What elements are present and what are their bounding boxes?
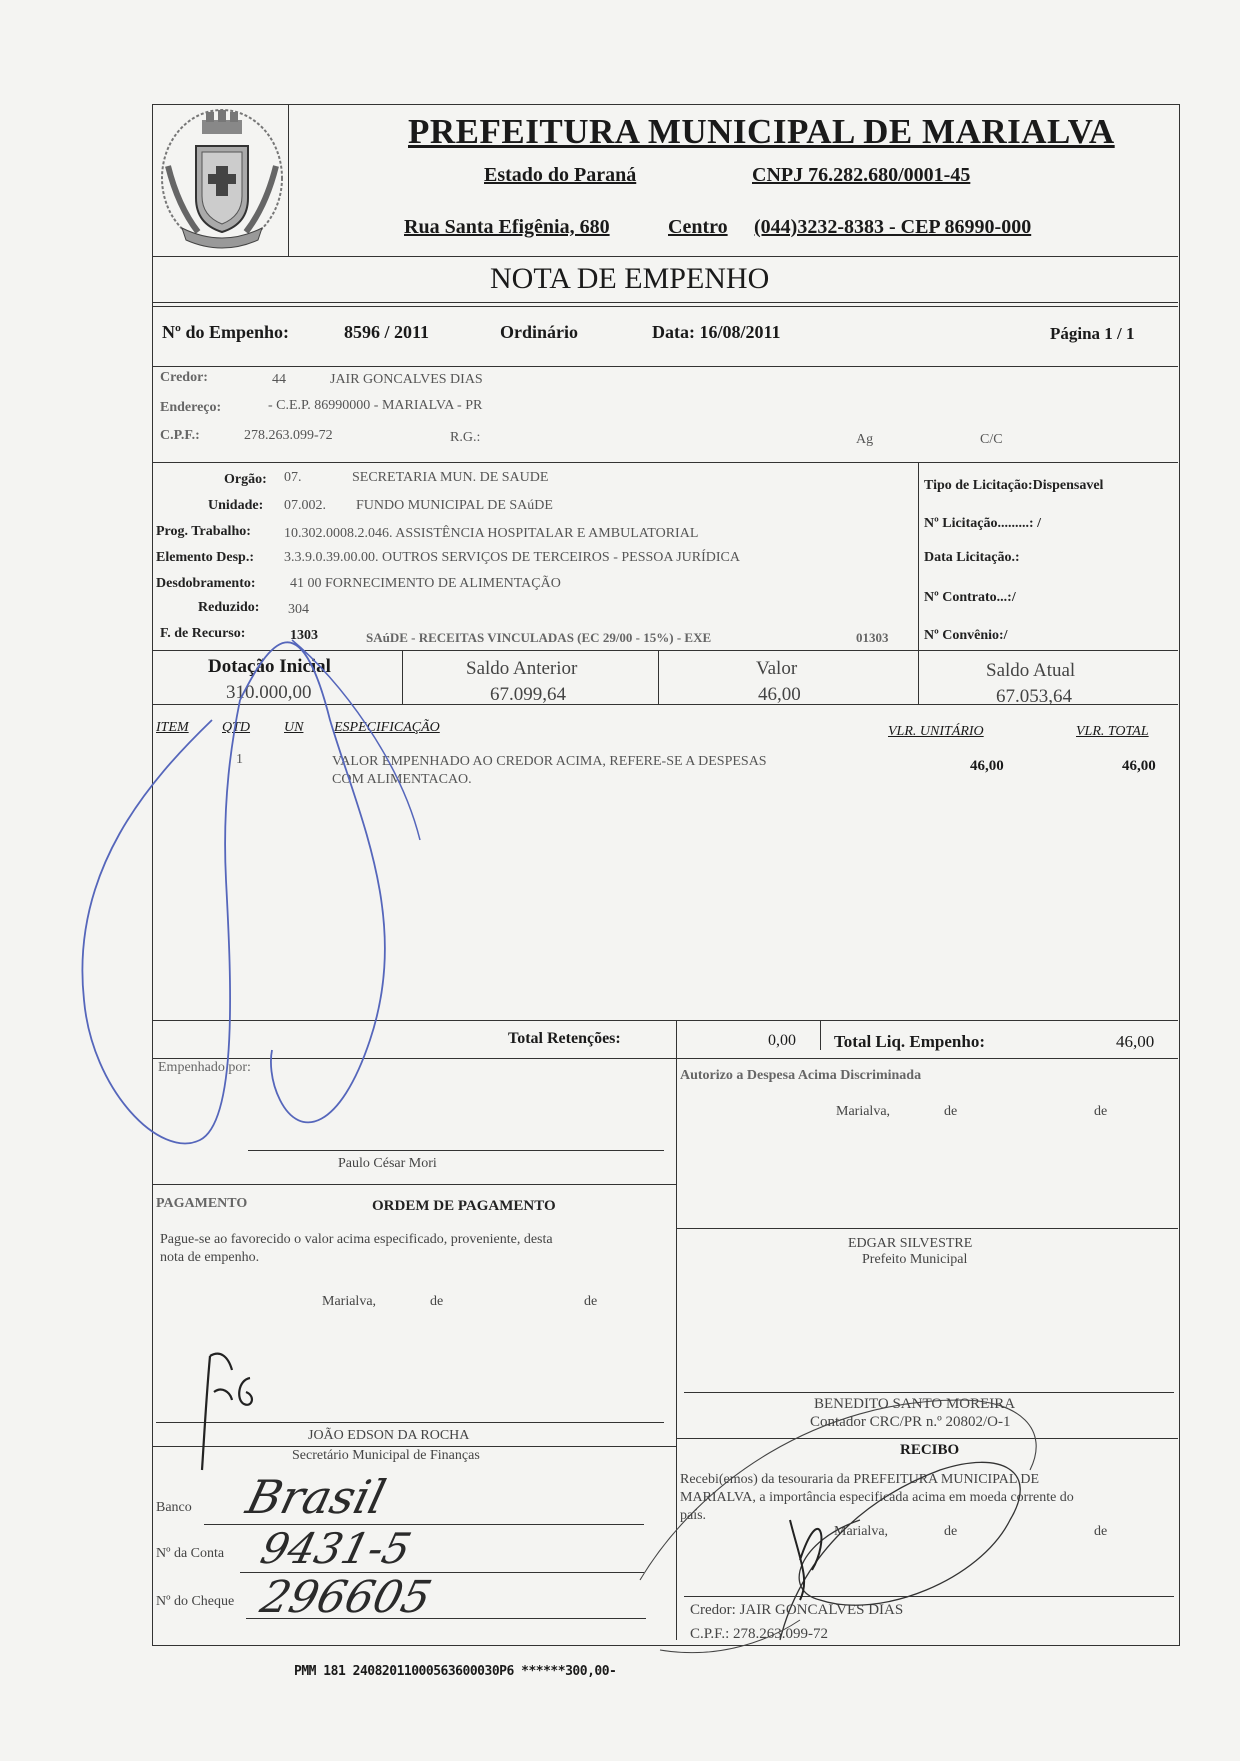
- phone-cep: (044)3232-8383 - CEP 86990-000: [754, 216, 1032, 238]
- empenho-label: Nº do Empenho:: [162, 322, 289, 342]
- document-title: NOTA DE EMPENHO: [490, 262, 770, 295]
- tipo-licitacao: Tipo de Licitação:Dispensavel: [924, 478, 1104, 493]
- recibo-title: RECIBO: [900, 1442, 960, 1458]
- item-desc-line2: COM ALIMENTACAO.: [332, 772, 472, 787]
- recibo-de1: de: [944, 1524, 958, 1539]
- prefeito-name: EDGAR SILVESTRE: [848, 1236, 973, 1251]
- contador-title: Contador CRC/PR n.º 20802/O-1: [810, 1414, 1011, 1430]
- ordem-pagamento-label: ORDEM DE PAGAMENTO: [372, 1198, 556, 1214]
- orgao-label: Orgão:: [224, 472, 267, 487]
- item-unit-value: 46,00: [970, 758, 1004, 774]
- recibo-text-line3: país.: [680, 1508, 707, 1523]
- cpf-label: C.P.F.:: [160, 428, 200, 443]
- unidade-label: Unidade:: [208, 498, 264, 513]
- orgao-name: SECRETARIA MUN. DE SAUDE: [352, 470, 549, 485]
- contador-name: BENEDITO SANTO MOREIRA: [814, 1396, 1016, 1412]
- reduzido-label: Reduzido:: [198, 600, 260, 615]
- unidade-code: 07.002.: [284, 498, 326, 513]
- autorizo-de1: de: [944, 1104, 958, 1119]
- col-vlr-unitario: VLR. UNITÁRIO: [888, 724, 984, 739]
- recurso-code: 1303: [290, 628, 318, 643]
- empenho-number: 8596 / 2011: [344, 322, 430, 342]
- secretario-name: JOÃO EDSON DA ROCHA: [308, 1428, 470, 1443]
- recibo-text-line2: MARIALVA, a importância especificada acima em moeda corrente do: [680, 1490, 1074, 1505]
- recurso-label: F. de Recurso:: [160, 626, 246, 641]
- retencoes-label: Total Retenções:: [508, 1030, 621, 1047]
- page-number: Página 1 / 1: [1050, 324, 1135, 343]
- conta-value: 9431-5: [255, 1524, 416, 1573]
- elemento-label: Elemento Desp.:: [156, 550, 254, 565]
- recibo-text-line1: Recebi(emos) da tesouraria da PREFEITURA MUNICIPAL DE: [680, 1472, 1040, 1487]
- autorizo-city: Marialva,: [836, 1104, 891, 1119]
- street-address: Rua Santa Efigênia, 680: [404, 216, 610, 238]
- cheque-label: Nº do Cheque: [156, 1594, 235, 1609]
- dotacao-label: Dotação Inicial: [208, 656, 331, 677]
- empenhado-name: Paulo César Mori: [338, 1156, 437, 1171]
- signature-loop-icon: [82, 700, 240, 1143]
- elemento-value: 3.3.9.0.39.00.00. OUTROS SERVIÇOS DE TERCEIROS - PESSOA JURÍDICA: [284, 550, 741, 565]
- item-total-value: 46,00: [1122, 758, 1156, 774]
- desdobramento-value: 41 00 FORNECIMENTO DE ALIMENTAÇÃO: [290, 576, 561, 591]
- item-qtd: 1: [236, 752, 243, 767]
- secretario-title: Secretário Municipal de Finanças: [292, 1448, 480, 1463]
- col-un: UN: [284, 720, 304, 735]
- recibo-credor: Credor: JAIR GONCALVES DIAS: [690, 1602, 904, 1618]
- item-desc-line1: VALOR EMPENHADO AO CREDOR ACIMA, REFERE-SE A DESPESAS: [332, 754, 767, 769]
- prefeito-title: Prefeito Municipal: [862, 1252, 968, 1267]
- cc-label: C/C: [980, 432, 1003, 447]
- unidade-name: FUNDO MUNICIPAL DE SAúDE: [356, 498, 553, 513]
- retencoes-value: 0,00: [768, 1032, 796, 1049]
- numero-licitacao: Nº Licitação.........: /: [924, 516, 1041, 531]
- valor-label: Valor: [756, 658, 798, 679]
- cnpj: CNPJ 76.282.680/0001-45: [752, 164, 971, 186]
- desdobramento-label: Desdobramento:: [156, 576, 256, 591]
- endereco-value: - C.E.P. 86990000 - MARIALVA - PR: [268, 398, 483, 413]
- pagamento-label: PAGAMENTO: [156, 1196, 248, 1211]
- autorizo-text: Autorizo a Despesa Acima Discriminada: [680, 1068, 922, 1083]
- recibo-de2: de: [1094, 1524, 1108, 1539]
- rg-label: R.G.:: [450, 430, 481, 445]
- numero-contrato: Nº Contrato...:/: [924, 590, 1016, 605]
- empenho-type: Ordinário: [500, 322, 579, 342]
- col-especificacao: ESPECIFICAÇÃO: [334, 720, 440, 735]
- recibo-city: Marialva,: [834, 1524, 889, 1539]
- payment-de1: de: [430, 1294, 444, 1309]
- cheque-value: 296605: [255, 1572, 437, 1623]
- col-qtd: QTD: [222, 720, 251, 735]
- payment-text-line1: Pague-se ao favorecido o valor acima especificado, proveniente, desta: [160, 1232, 553, 1247]
- credor-label: Credor:: [160, 370, 208, 385]
- saldo-atual-value: 67.053,64: [996, 686, 1072, 707]
- liquido-label: Total Liq. Empenho:: [834, 1032, 985, 1051]
- valor-value: 46,00: [758, 684, 801, 705]
- endereco-label: Endereço:: [160, 400, 222, 415]
- dotacao-value: 310.000,00: [226, 682, 312, 703]
- col-vlr-total: VLR. TOTAL: [1076, 724, 1149, 739]
- credor-name: JAIR GONCALVES DIAS: [330, 372, 483, 387]
- municipality-title: PREFEITURA MUNICIPAL DE MARIALVA: [408, 112, 1115, 151]
- payment-de2: de: [584, 1294, 598, 1309]
- banco-value: Brasil: [241, 1470, 391, 1524]
- footer-code: PMM 181 24082011000563600030P6 ******300,00-: [294, 1664, 617, 1679]
- district: Centro: [668, 216, 728, 238]
- saldo-anterior-label: Saldo Anterior: [466, 658, 578, 679]
- orgao-code: 07.: [284, 470, 302, 485]
- reduzido-value: 304: [288, 602, 309, 617]
- saldo-atual-label: Saldo Atual: [986, 660, 1076, 681]
- conta-label: Nº da Conta: [156, 1546, 225, 1561]
- numero-convenio: Nº Convênio:/: [924, 628, 1008, 643]
- payment-city: Marialva,: [322, 1294, 377, 1309]
- recurso-code2: 01303: [856, 630, 889, 645]
- ag-label: Ag: [856, 432, 874, 447]
- banco-label: Banco: [156, 1500, 192, 1515]
- prog-label: Prog. Trabalho:: [156, 524, 251, 539]
- credor-code: 44: [272, 372, 286, 387]
- empenho-date: Data: 16/08/2011: [652, 322, 781, 342]
- liquido-value: 46,00: [1116, 1032, 1155, 1051]
- saldo-anterior-value: 67.099,64: [490, 684, 566, 705]
- payment-text-line2: nota de empenho.: [160, 1250, 260, 1265]
- recurso-name: SAúDE - RECEITAS VINCULADAS (EC 29/00 - 15%) - EXE: [366, 630, 712, 645]
- data-licitacao: Data Licitação.:: [924, 550, 1020, 565]
- col-item: ITEM: [156, 720, 189, 735]
- autorizo-de2: de: [1094, 1104, 1108, 1119]
- empenhado-label: Empenhado por:: [158, 1060, 251, 1075]
- state-name: Estado do Paraná: [484, 164, 637, 186]
- recibo-cpf: C.P.F.: 278.263.099-72: [690, 1626, 828, 1642]
- cpf-value: 278.263.099-72: [244, 428, 333, 443]
- prog-value: 10.302.0008.2.046. ASSISTÊNCIA HOSPITALAR E AMBULATORIAL: [284, 526, 699, 541]
